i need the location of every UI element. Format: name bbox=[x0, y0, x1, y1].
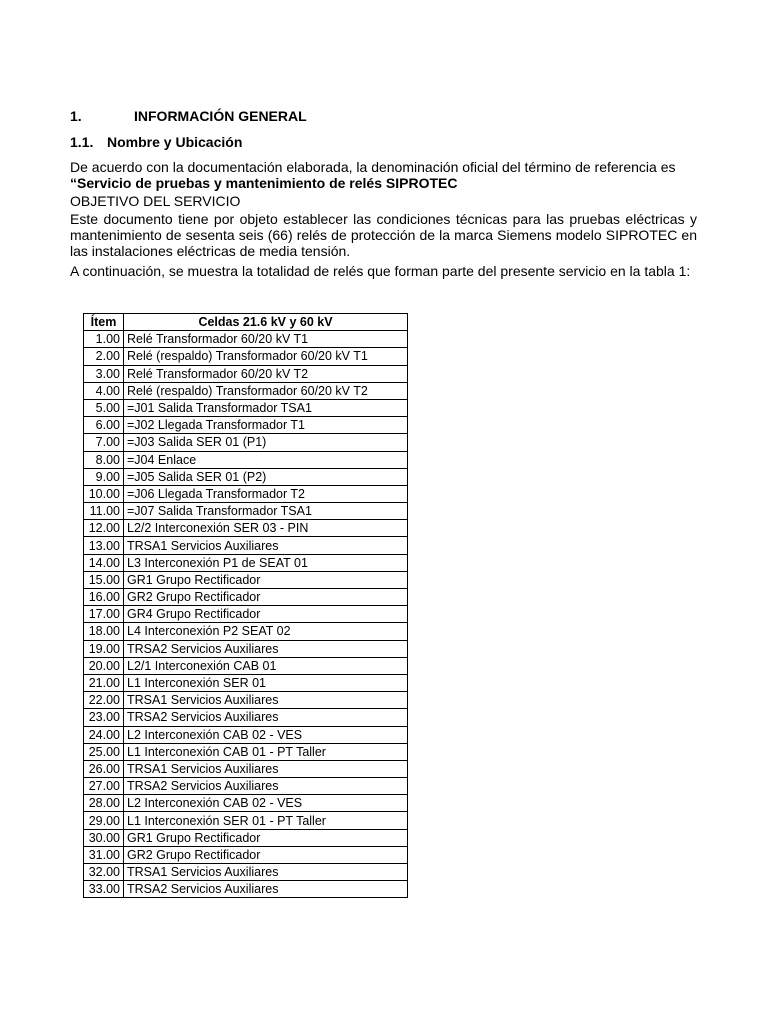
relay-table bbox=[83, 313, 408, 898]
table-row bbox=[84, 399, 408, 416]
cell-description: Relé (respaldo) Transformador 60/20 kV T1 bbox=[124, 348, 408, 365]
table-row bbox=[84, 674, 408, 691]
subsection-title: Nombre y Ubicación bbox=[107, 134, 243, 150]
item-number-cell: 5.00 bbox=[84, 399, 124, 416]
table-row bbox=[84, 846, 408, 863]
table-row bbox=[84, 760, 408, 777]
item-number-cell: 7.00 bbox=[84, 434, 124, 451]
table-row bbox=[84, 709, 408, 726]
column-header-item: Ítem bbox=[84, 314, 124, 331]
table-row bbox=[84, 434, 408, 451]
table-row bbox=[84, 881, 408, 898]
table-row bbox=[84, 743, 408, 760]
cell-description: =J03 Salida SER 01 (P1) bbox=[124, 434, 408, 451]
table-row bbox=[84, 417, 408, 434]
table-row bbox=[84, 589, 408, 606]
cell-description: =J01 Salida Transformador TSA1 bbox=[124, 399, 408, 416]
item-number-cell: 15.00 bbox=[84, 571, 124, 588]
item-number-cell: 25.00 bbox=[84, 743, 124, 760]
cell-description: TRSA1 Servicios Auxiliares bbox=[124, 692, 408, 709]
cell-description: TRSA2 Servicios Auxiliares bbox=[124, 778, 408, 795]
cell-description: TRSA2 Servicios Auxiliares bbox=[124, 709, 408, 726]
item-number-cell: 24.00 bbox=[84, 726, 124, 743]
item-number-cell: 11.00 bbox=[84, 503, 124, 520]
table-row bbox=[84, 726, 408, 743]
item-number-cell: 2.00 bbox=[84, 348, 124, 365]
cell-description: L2/2 Interconexión SER 03 - PIN bbox=[124, 520, 408, 537]
cell-description: =J02 Llegada Transformador T1 bbox=[124, 417, 408, 434]
item-number-cell: 1.00 bbox=[84, 331, 124, 348]
item-number-cell: 30.00 bbox=[84, 829, 124, 846]
item-number-cell: 22.00 bbox=[84, 692, 124, 709]
item-number-cell: 28.00 bbox=[84, 795, 124, 812]
subsection-number: 1.1. bbox=[70, 134, 94, 150]
cell-description: L2 Interconexión CAB 02 - VES bbox=[124, 726, 408, 743]
item-number-cell: 16.00 bbox=[84, 589, 124, 606]
cell-description: L4 Interconexión P2 SEAT 02 bbox=[124, 623, 408, 640]
cell-description: GR2 Grupo Rectificador bbox=[124, 846, 408, 863]
cell-description: TRSA1 Servicios Auxiliares bbox=[124, 864, 408, 881]
cell-description: GR1 Grupo Rectificador bbox=[124, 829, 408, 846]
item-number-cell: 27.00 bbox=[84, 778, 124, 795]
subsection-heading bbox=[70, 134, 242, 150]
objective-paragraph: Este documento tiene por objeto establecer las condiciones técnicas para las pruebas eléctricas y mantenimiento de sesenta seis (66) relés de protección de la marca Siemens modelo SIPROTEC en las instalaciones eléctricas de media tensión. bbox=[70, 211, 697, 259]
cell-description: =J04 Enlace bbox=[124, 451, 408, 468]
table-row bbox=[84, 692, 408, 709]
table-row bbox=[84, 331, 408, 348]
section-heading bbox=[70, 108, 307, 124]
table-header-row bbox=[84, 314, 408, 331]
cell-description: L1 Interconexión CAB 01 - PT Taller bbox=[124, 743, 408, 760]
item-number-cell: 26.00 bbox=[84, 760, 124, 777]
table-row bbox=[84, 864, 408, 881]
table-row bbox=[84, 812, 408, 829]
table-row bbox=[84, 554, 408, 571]
cell-description: L1 Interconexión SER 01 bbox=[124, 674, 408, 691]
cell-description: TRSA2 Servicios Auxiliares bbox=[124, 640, 408, 657]
item-number-cell: 33.00 bbox=[84, 881, 124, 898]
cell-description: TRSA2 Servicios Auxiliares bbox=[124, 881, 408, 898]
table-row bbox=[84, 640, 408, 657]
item-number-cell: 6.00 bbox=[84, 417, 124, 434]
column-header-cells: Celdas 21.6 kV y 60 kV bbox=[124, 314, 408, 331]
cell-description: Relé Transformador 60/20 kV T2 bbox=[124, 365, 408, 382]
service-name: “Servicio de pruebas y mantenimiento de relés SIPROTEC bbox=[70, 175, 458, 191]
item-number-cell: 32.00 bbox=[84, 864, 124, 881]
item-number-cell: 29.00 bbox=[84, 812, 124, 829]
table-row bbox=[84, 382, 408, 399]
cell-description: GR2 Grupo Rectificador bbox=[124, 589, 408, 606]
cell-description: L3 Interconexión P1 de SEAT 01 bbox=[124, 554, 408, 571]
item-number-cell: 20.00 bbox=[84, 657, 124, 674]
table-row bbox=[84, 537, 408, 554]
cell-description: =J06 Llegada Transformador T2 bbox=[124, 485, 408, 502]
item-number-cell: 12.00 bbox=[84, 520, 124, 537]
cell-description: L1 Interconexión SER 01 - PT Taller bbox=[124, 812, 408, 829]
cell-description: Relé Transformador 60/20 kV T1 bbox=[124, 331, 408, 348]
cell-description: TRSA1 Servicios Auxiliares bbox=[124, 537, 408, 554]
table-row bbox=[84, 778, 408, 795]
section-title: INFORMACIÓN GENERAL bbox=[134, 108, 307, 124]
table-row bbox=[84, 829, 408, 846]
item-number-cell: 18.00 bbox=[84, 623, 124, 640]
table-row bbox=[84, 468, 408, 485]
item-number-cell: 17.00 bbox=[84, 606, 124, 623]
item-number-cell: 14.00 bbox=[84, 554, 124, 571]
item-number-cell: 13.00 bbox=[84, 537, 124, 554]
intro-text: De acuerdo con la documentación elaborada, la denominación oficial del término de referencia es bbox=[70, 159, 676, 175]
item-number-cell: 9.00 bbox=[84, 468, 124, 485]
table-row bbox=[84, 485, 408, 502]
table-row bbox=[84, 503, 408, 520]
table-row bbox=[84, 365, 408, 382]
cell-description: L2/1 Interconexión CAB 01 bbox=[124, 657, 408, 674]
table-row bbox=[84, 348, 408, 365]
cell-description: =J05 Salida SER 01 (P2) bbox=[124, 468, 408, 485]
table-row bbox=[84, 623, 408, 640]
section-number: 1. bbox=[70, 108, 82, 124]
item-number-cell: 21.00 bbox=[84, 674, 124, 691]
cell-description: TRSA1 Servicios Auxiliares bbox=[124, 760, 408, 777]
item-number-cell: 19.00 bbox=[84, 640, 124, 657]
objective-heading: OBJETIVO DEL SERVICIO bbox=[70, 193, 241, 209]
item-number-cell: 23.00 bbox=[84, 709, 124, 726]
cell-description: GR4 Grupo Rectificador bbox=[124, 606, 408, 623]
item-number-cell: 8.00 bbox=[84, 451, 124, 468]
table-row bbox=[84, 520, 408, 537]
cell-description: L2 Interconexión CAB 02 - VES bbox=[124, 795, 408, 812]
table-row bbox=[84, 657, 408, 674]
cell-description: =J07 Salida Transformador TSA1 bbox=[124, 503, 408, 520]
table-intro-paragraph: A continuación, se muestra la totalidad de relés que forman parte del presente servicio en la tabla 1: bbox=[70, 263, 691, 279]
cell-description: Relé (respaldo) Transformador 60/20 kV T2 bbox=[124, 382, 408, 399]
item-number-cell: 31.00 bbox=[84, 846, 124, 863]
table-row bbox=[84, 606, 408, 623]
item-number-cell: 3.00 bbox=[84, 365, 124, 382]
cell-description: GR1 Grupo Rectificador bbox=[124, 571, 408, 588]
table-row bbox=[84, 571, 408, 588]
item-number-cell: 4.00 bbox=[84, 382, 124, 399]
item-number-cell: 10.00 bbox=[84, 485, 124, 502]
intro-paragraph bbox=[70, 159, 697, 191]
table-row bbox=[84, 451, 408, 468]
table-row bbox=[84, 795, 408, 812]
